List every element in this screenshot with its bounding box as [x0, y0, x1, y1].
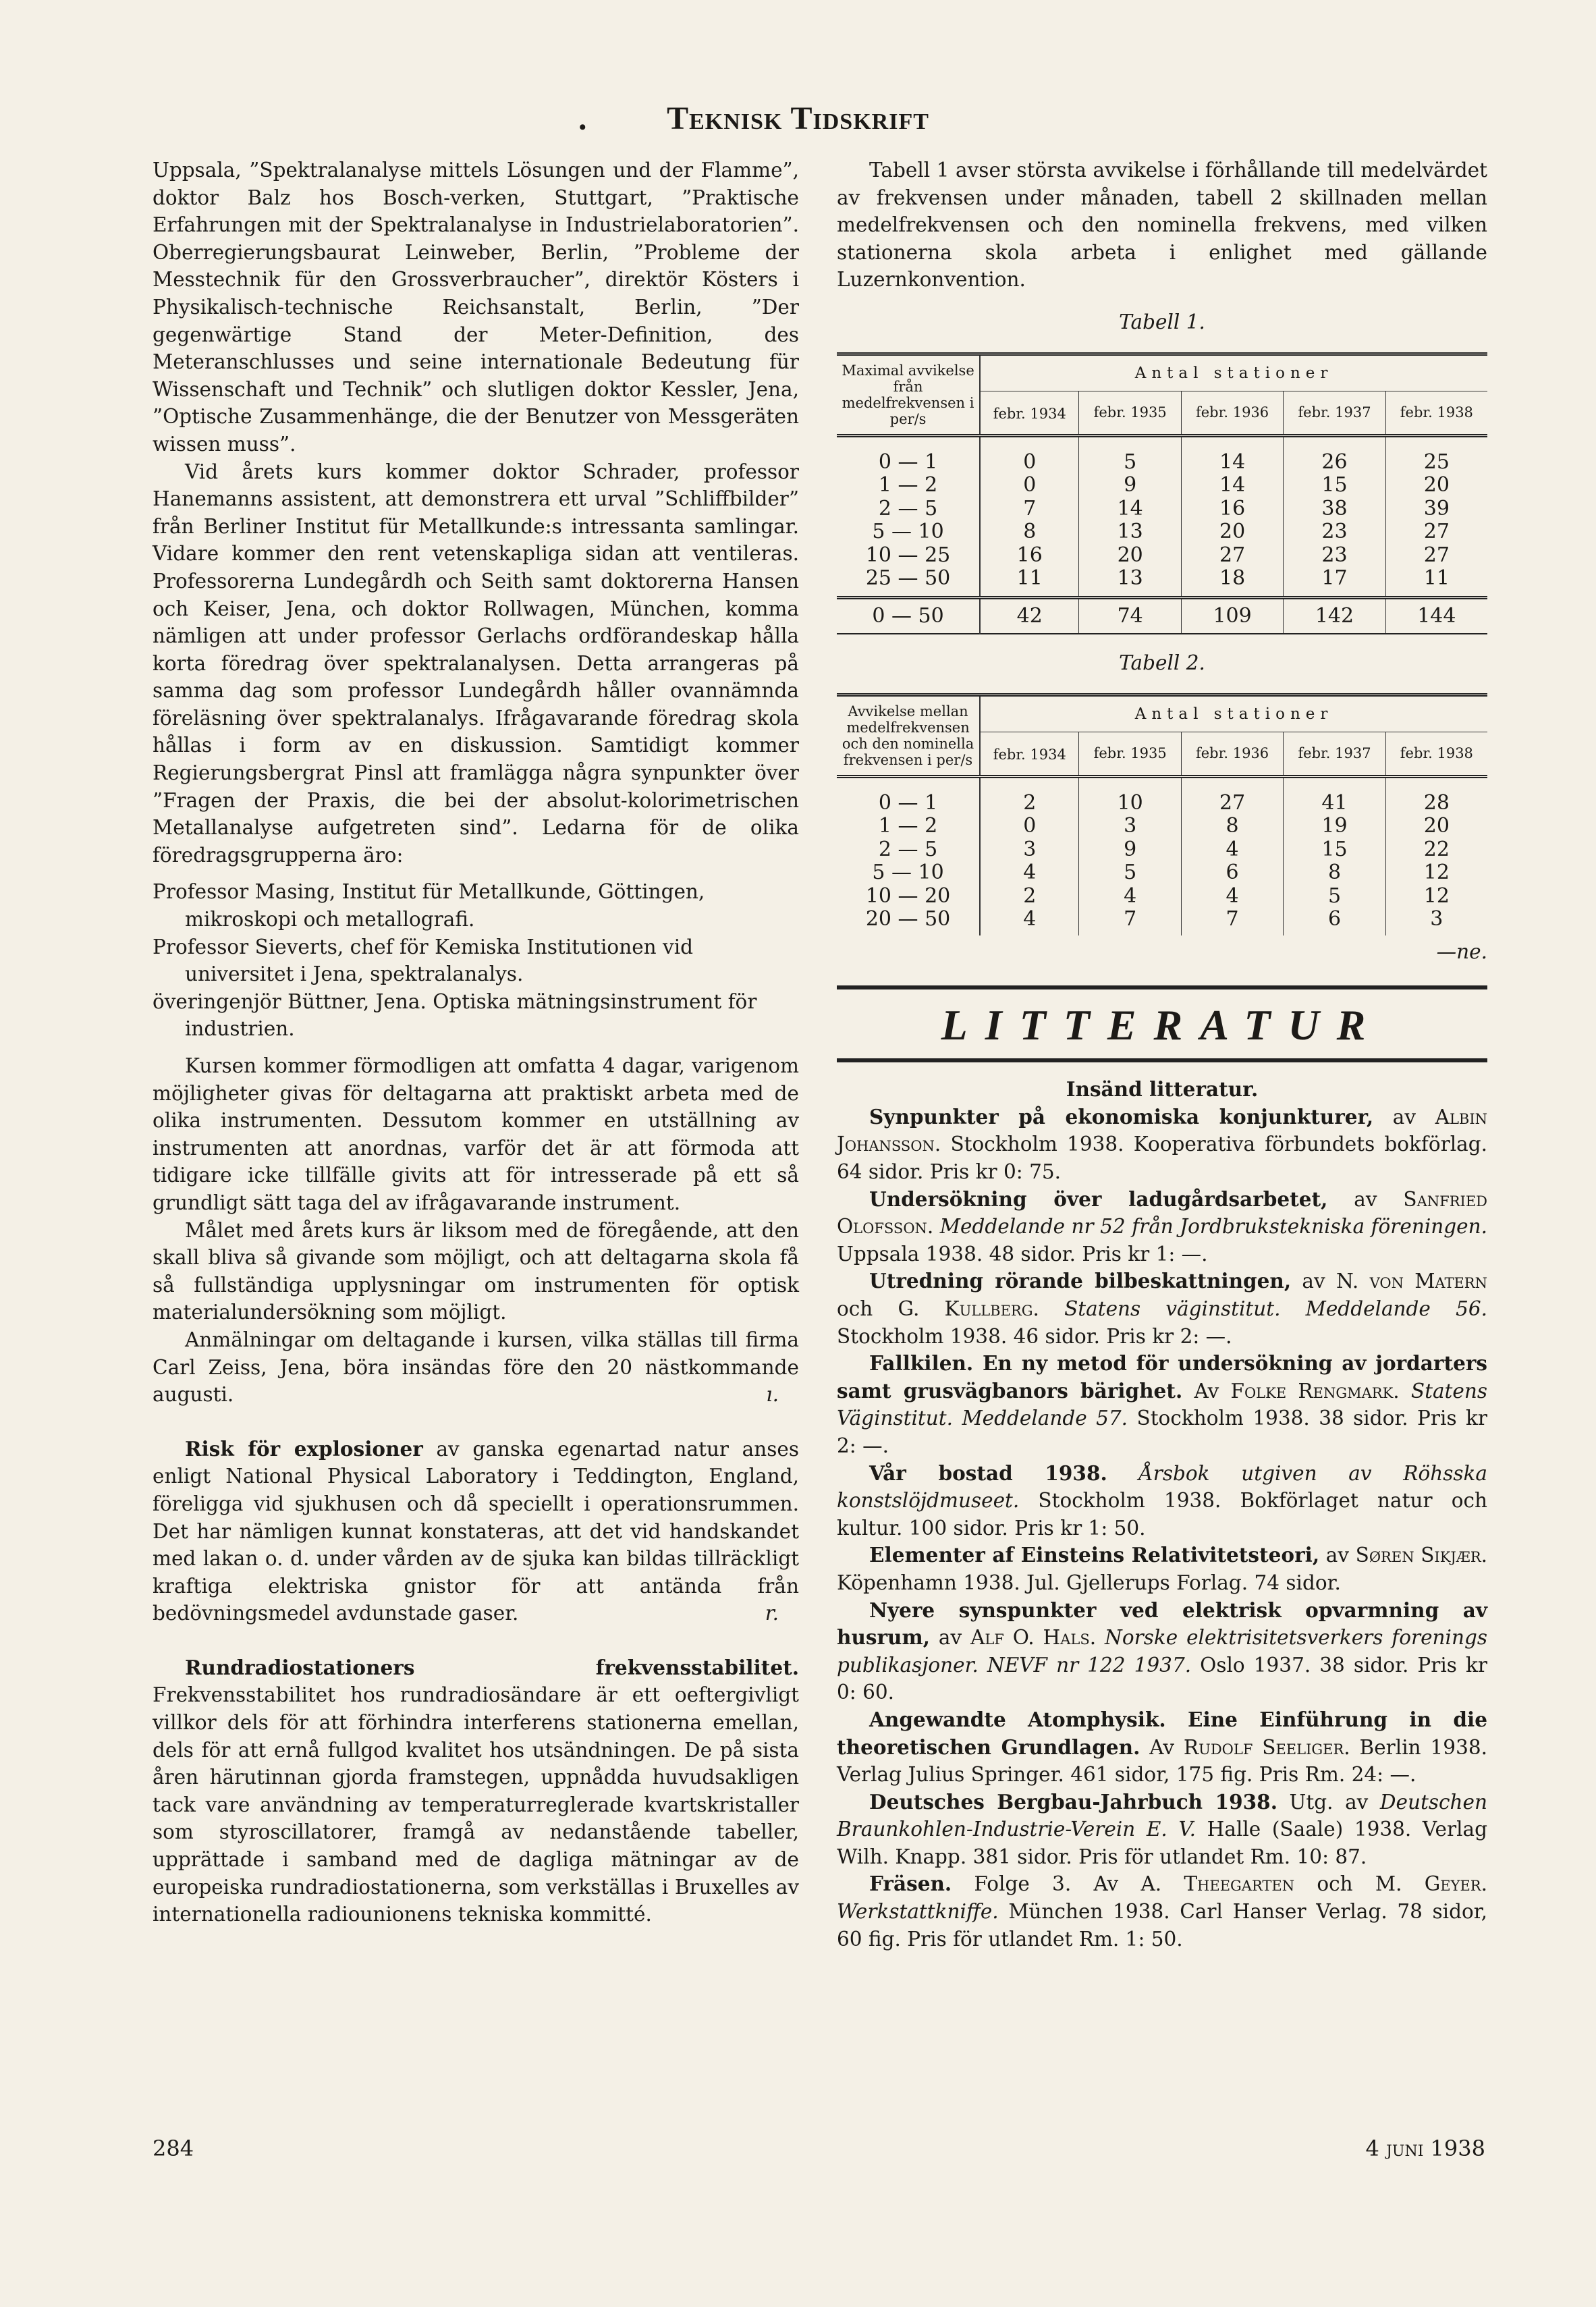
list-item: Undersökning över ladugårdsarbetet, av Sanfried Olofsson. Meddelande nr 52 från Jordbrukstekniska föreningen. Uppsala 1938. 48 sidor. Pris kr 1: —.: [837, 1187, 1487, 1266]
list-item: Elementer af Einsteins Relativitetsteori, av Søren Sikjær. Köpenhamn 1938. Jul. Gjellerups Forlag. 74 sidor.: [837, 1543, 1488, 1594]
table-cell: 23: [1284, 544, 1385, 568]
table-cell: 74: [1079, 597, 1181, 634]
table-cell: 5: [1079, 861, 1181, 885]
row-label: 5 — 10: [837, 861, 980, 885]
table-cell: 144: [1385, 597, 1487, 634]
table-cell: 8: [1181, 815, 1283, 838]
table-cell: 14: [1181, 435, 1283, 474]
row-label: 10 — 20: [837, 885, 980, 908]
row-label: 5 — 10: [837, 520, 980, 544]
table-cell: 142: [1284, 597, 1385, 634]
table-cell: 27: [1385, 544, 1487, 568]
row-label: 1 — 2: [837, 474, 980, 497]
paragraph: Tabell 1 avser största avvikelse i förhållande till medelvärdet av frekvensen under månaden, tabell 2 skillnaden mellan medelfrekvensen och den nominella frekvens, med vilken stationerna skola arbeta i enlighet med gällande Luzernkonvention.: [837, 159, 1487, 292]
table-cell: 6: [1284, 908, 1385, 935]
table-cell: 4: [1181, 885, 1283, 908]
journal-title: Teknisk Tidskrift: [667, 101, 929, 136]
table-cell: 17: [1284, 567, 1385, 597]
table-cell: 0: [1023, 450, 1037, 474]
table-cell: 41: [1284, 776, 1385, 815]
table-cell: 3: [1385, 908, 1487, 935]
table-cell: 28: [1385, 776, 1487, 815]
list-item: Deutsches Bergbau-Jahrbuch 1938. Utg. av Deutschen Braunkohlen-Industrie-Verein E. V. Halle (Saale) 1938. Verlag Wilh. Knapp. 381 sidor. Pris för utlandet Rm. 10: 87.: [837, 1789, 1487, 1868]
table-cell: 25: [1385, 435, 1487, 474]
table-cell: 9: [1079, 838, 1181, 862]
column-header: febr. 1938: [1385, 391, 1487, 435]
paragraph: Vid årets kurs kommer doktor Schrader, professor Hanemanns assistent, att demonstrera ett urval ”Schliffbilder” från Berliner Institut für Metallkunde:s intressanta samlingar. Vidare kommer den rent vetenskapliga sidan att ventileras. Professorerna Lundegårdh och Seith samt doktorerna Hansen och Keiser, Jena, och doktor Rollwagen, München, komma nämligen att under professor Gerlachs ordförandeskap hålla korta föredrag över spektralanalysen. Detta arrangeras på samma dag som professor Lundegårdh håller ovannämnda föreläsning över spektralanalys. Ifrågavarande föredrag skola hållas i form av en diskussion. Samtidigt kommer Regierungsbergrat Pinsl att framlägga några synpunkter över ”Fragen der Praxis, die bei der absolut-kolorimetrischen Metallanalyse aufgetreten sind”. Ledarna för de olika föredragsgrupperna äro:: [153, 460, 799, 867]
table-cell: 19: [1284, 815, 1385, 838]
table-cell: 11: [1016, 566, 1043, 591]
list-item: Synpunkter på ekonomiska konjunkturer, av Albin Johansson. Stockholm 1938. Kooperativa förbundets bokförlag. 64 sidor. Pris kr 0: 75.: [837, 1104, 1487, 1184]
table-cell: 4: [1023, 861, 1037, 885]
row-label: 0 — 1: [837, 776, 980, 815]
table-cell: 8: [1284, 861, 1385, 885]
journal-masthead: • Teknisk Tidskrift: [579, 101, 929, 138]
column-header: febr. 1935: [1079, 732, 1181, 777]
column-group-label: Antal stationer: [980, 354, 1487, 391]
column-group-label: Antal stationer: [980, 695, 1487, 732]
row-label: 1 — 2: [837, 815, 980, 838]
right-column: [837, 157, 1487, 1953]
row-label: 2 — 5: [837, 497, 980, 521]
article-radio: Rundradiostationers frekvensstabilitet. Frekvensstabilitet hos rundradiosändare är ett oeftergivligt villkor dels för att förhindra interferens stationerna emellan, dels för att ernå fullgod kvalitet hos utsändningen. De på sista åren härutinnan gjorda framstegen, uppnådda huvudsakligen tack vare användning av temperaturreglerade kvartskristaller som styroscillatorer, framgå av nedanstående tabeller, upprättade i samband med de dagliga mätningar av de europeiska rundradiostationerna, som verkställas i Bruxelles av internationella radiounionens tekniska kommitté.: [153, 1655, 799, 1926]
table-cell: 12: [1385, 861, 1487, 885]
column-header: febr. 1934: [993, 406, 1066, 423]
table-cell: 5: [1079, 435, 1181, 474]
table-caption: Tabell 1.: [1119, 310, 1205, 333]
table-cell: 4: [1023, 907, 1037, 931]
table-cell: 10: [1079, 776, 1181, 815]
table-cell: 15: [1284, 838, 1385, 862]
table-cell: 13: [1079, 567, 1181, 597]
column-header: febr. 1936: [1181, 732, 1283, 777]
table-cell: 7: [1023, 496, 1037, 520]
table-cell: 38: [1284, 497, 1385, 521]
section-title: LITTERATUR: [837, 985, 1487, 1062]
paragraph: Målet med årets kurs är liksom med de föregående, att den skall bliva så givande som möjligt, och att deltagarna skola få så fullständiga upplysningar om instrumenten för optisk materialundersökning som möjligt.: [153, 1218, 799, 1324]
list-item: Professor Masing, Institut für Metallkunde, Göttingen, mikroskopi och metallografi.: [153, 880, 705, 931]
signature: —ne.: [1436, 940, 1487, 963]
signature: ı.: [766, 1383, 779, 1407]
table-cell: 20: [1385, 815, 1487, 838]
table-cell: 12: [1385, 885, 1487, 908]
article-heading: Rundradiostationers frekvensstabilitet.: [185, 1655, 799, 1679]
table-cell: 109: [1181, 597, 1283, 634]
table-cell: 23: [1284, 520, 1385, 544]
list-item: Fräsen. Folge 3. Av A. Theegarten och M. Geyer. Werkstattkniffe. München 1938. Carl Hanser Verlag. 78 sidor, 60 fig. Pris för utlandet Rm. 1: 50.: [837, 1872, 1487, 1951]
list-item: Angewandte Atomphysik. Eine Einführung in die theoretischen Grundlagen. Av Rudolf Seeliger. Berlin 1938. Verlag Julius Springer. 461 sidor, 175 fig. Pris Rm. 24: —.: [837, 1707, 1487, 1787]
paragraph: Kursen kommer förmodligen att omfatta 4 dagar, varigenom möjligheter givas för deltagarna att praktiskt arbeta med de olika instrumenten. Dessutom kommer en utställning av instrumenten att anordnas, varför det är att förmoda att tidigare icke tillfälle givits att för intresserade på ett så grundligt sätt taga del av ifrågavarande instrument.: [153, 1054, 799, 1214]
row-label: 10 — 25: [837, 544, 980, 568]
article-heading: Risk för explosioner: [185, 1436, 423, 1461]
list-item: Vår bostad 1938. Årsbok utgiven av Röhsska konstslöjdmuseet. Stockholm 1938. Bokförlaget natur och kultur. 100 sidor. Pris kr 1: 50.: [837, 1461, 1487, 1540]
table-cell: 7: [1181, 908, 1283, 935]
issue-date: 4 juni 1938: [1365, 2136, 1485, 2161]
table-cell: 39: [1385, 497, 1487, 521]
column-header: febr. 1938: [1385, 732, 1487, 777]
table-cell: 18: [1181, 567, 1283, 597]
table-cell: 2: [1023, 884, 1037, 908]
table-cell: 4: [1079, 885, 1181, 908]
table-cell: 27: [1385, 520, 1487, 544]
table-cell: 15: [1284, 474, 1385, 497]
list-item: överingenjör Büttner, Jena. Optiska mätningsinstrument för industrien.: [153, 989, 757, 1041]
table-cell: 16: [1181, 497, 1283, 521]
column-header: febr. 1937: [1284, 732, 1385, 777]
table-cell: 42: [980, 597, 1079, 634]
signature: r.: [765, 1602, 779, 1625]
table-cell: 27: [1181, 544, 1283, 568]
row-label: 25 — 50: [837, 567, 980, 597]
table-cell: 8: [1023, 520, 1037, 544]
row-label: 2 — 5: [837, 838, 980, 862]
row-label: 20 — 50: [837, 908, 980, 935]
section-subtitle: Insänd litteratur.: [1066, 1077, 1259, 1102]
row-header-label: Maximal avvikelse från medelfrekvensen i per/s: [837, 354, 980, 435]
column-header: febr. 1935: [1079, 391, 1181, 435]
table-cell: 3: [1023, 837, 1037, 861]
page-number: 284: [153, 2136, 194, 2161]
table-cell: 0: [1023, 473, 1037, 497]
table-1: [837, 352, 1487, 635]
left-column: [153, 157, 799, 1928]
table-cell: 3: [1079, 815, 1181, 838]
list-item: Professor Sieverts, chef för Kemiska Institutionen vid universitet i Jena, spektralanalys.: [153, 935, 694, 986]
table-cell: 11: [1385, 567, 1487, 597]
table-cell: 27: [1181, 776, 1283, 815]
list-item: Nyere synspunkter ved elektrisk opvarmning av husrum, av Alf O. Hals. Norske elektrisitetsverkers forenings publikasjoner. NEVF nr 122 1937. Oslo 1937. 38 sidor. Pris kr 0: 60.: [837, 1598, 1487, 1704]
table-cell: 9: [1079, 474, 1181, 497]
table-2: [837, 693, 1487, 935]
table-cell: 7: [1079, 908, 1181, 935]
row-label: 0 — 1: [837, 435, 980, 474]
table-cell: 0: [1023, 814, 1037, 838]
table-cell: 22: [1385, 838, 1487, 862]
table-cell: 5: [1284, 885, 1385, 908]
table-cell: 16: [1016, 543, 1043, 567]
table-cell: 2: [1023, 790, 1037, 815]
table-cell: 26: [1284, 435, 1385, 474]
table-cell: 6: [1181, 861, 1283, 885]
article-risk: Risk för explosioner av ganska egenartad natur anses enligt National Physical Laboratory i Teddington, England, föreligga vid sjukhusen och då speciellt i operationsrummen. Det har nämligen kunnat konstateras, att det vid handskandet med lakan o. d. under vården av de sjuka kan bildas tillräckligt kraftiga elektriska gnistor för att antända från bedövningsmedel avdunstade gaser. r.: [153, 1436, 799, 1627]
row-header-label: Avvikelse mellan medelfrekvensen och den nominella frekvensen i per/s: [837, 695, 980, 776]
row-label-total: 0 — 50: [837, 597, 980, 634]
paragraph: Anmälningar om deltagande i kursen, vilka ställas till firma Carl Zeiss, Jena, böra insändas före den 20 nästkommande augusti. ı.: [153, 1326, 799, 1409]
table-cell: 4: [1181, 838, 1283, 862]
paragraph: Uppsala, ”Spektralanalyse mittels Lösungen und der Flamme”, doktor Balz hos Bosch-verken, Stuttgart, ”Praktische Erfahrungen mit der Spektralanalyse in Industrielaboratorien”. Oberregierungsbaurat Leinweber, Berlin, ”Probleme der Messtechnik für den Grossverbraucher”, direktör Kösters i Physikalisch-technische Reichsanstalt, Berlin, ”Der gegenwärtige Stand der Meter-Definition, des Meteranschlusses und seine internationale Bedeutung für Wissenschaft und Technik” och slutligen doktor Kessler, Jena, ”Optische Zusammenhänge, die der Benutzer von Messgeräten wissen muss”.: [153, 159, 799, 456]
table-cell: 20: [1079, 544, 1181, 568]
column-header: febr. 1934: [993, 747, 1066, 763]
list-item: Fallkilen. En ny metod för undersökning av jordarters samt grusvägbanors bärighet. Av Folke Rengmark. Statens Väginstitut. Meddelande 57. Stockholm 1938. 38 sidor. Pris kr 2: —.: [837, 1351, 1487, 1457]
list-item: Utredning rörande bilbeskattningen, av N. von Matern och G. Kullberg. Statens väginstitut. Meddelande 56. Stockholm 1938. 46 sidor. Pris kr 2: —.: [837, 1269, 1487, 1348]
table-cell: 20: [1181, 520, 1283, 544]
table-cell: 20: [1385, 474, 1487, 497]
table-cell: 13: [1079, 520, 1181, 544]
column-header: febr. 1937: [1284, 391, 1385, 435]
table-cell: 14: [1181, 474, 1283, 497]
table-cell: 14: [1079, 497, 1181, 521]
table-caption: Tabell 2.: [1119, 651, 1205, 675]
column-header: febr. 1936: [1181, 391, 1283, 435]
